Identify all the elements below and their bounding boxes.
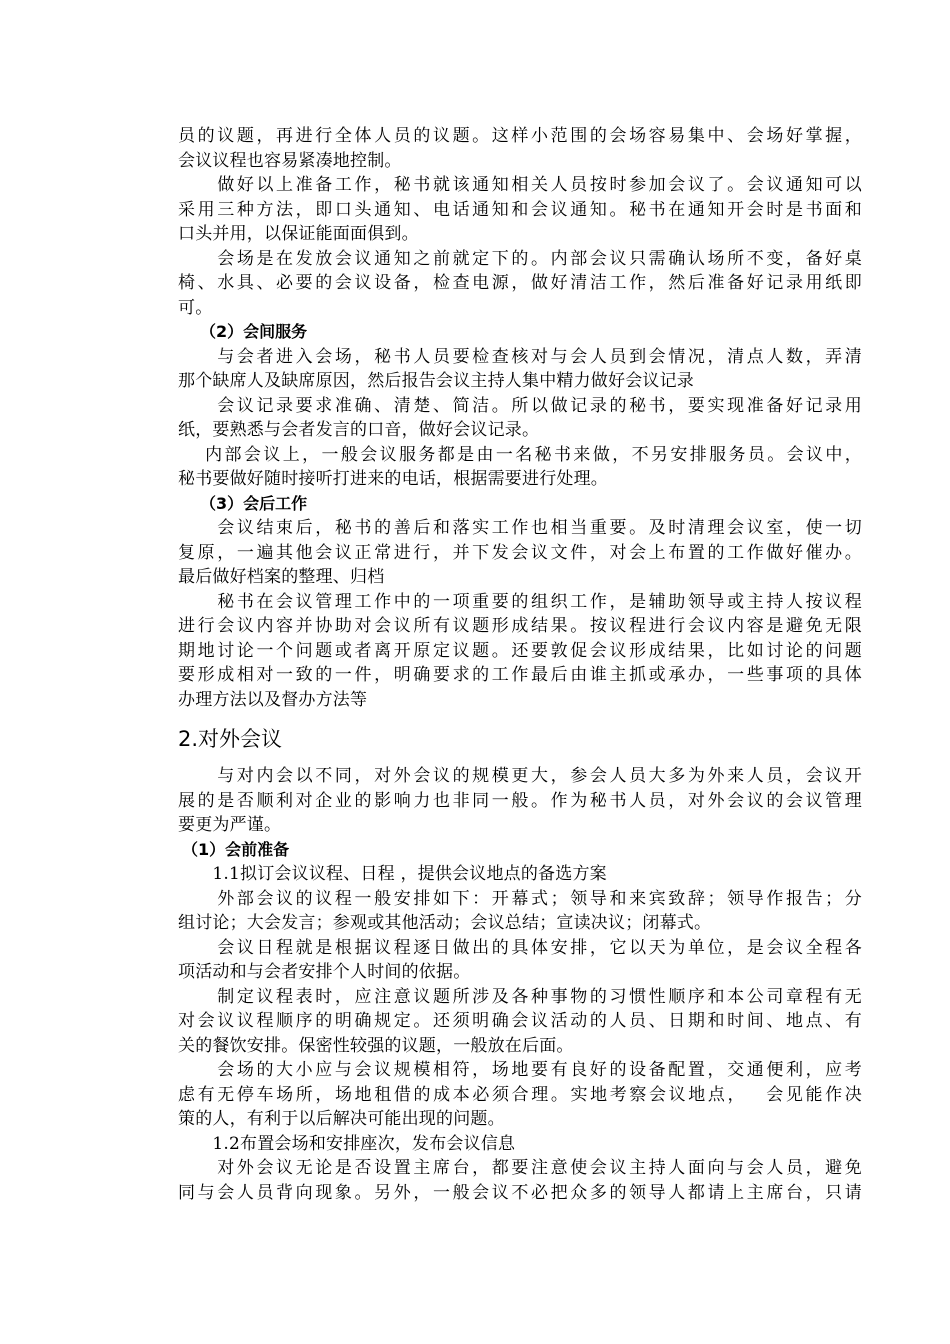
text-line: 那个缺席人及缺席原因，然后报告会议主持人集中精力做好会议记录 bbox=[178, 371, 694, 391]
text-line: 项活动和与会者安排个人时间的依据。 bbox=[178, 962, 471, 982]
text-line: 要更为严谨。 bbox=[178, 815, 282, 835]
text-line: 口头并用，以保证能面面俱到。 bbox=[178, 224, 419, 244]
text-line: 纸，要熟悉与会者发言的口音，做好会议记录。 bbox=[178, 420, 540, 440]
text-line: 秘书要做好随时接听打进来的电话，根据需要进行处理。 bbox=[178, 469, 608, 489]
text-line: 可。 bbox=[178, 297, 213, 318]
text-line: 关的餐饮安排。保密性较强的议题，一般放在后面。 bbox=[178, 1035, 574, 1056]
section-heading: （3）会后工作 bbox=[200, 493, 308, 513]
text-line: 做好以上准备工作，秘书就该通知相关人员按时参加会议了。会议通知可以 bbox=[178, 175, 862, 195]
text-line: 内部会议上，一般会议服务都是由一名秘书来做，不另安排服务员。会议中， bbox=[178, 444, 862, 465]
text-line: 会议日程就是根据议程逐日做出的具体安排，它以天为单位，是会议全程各 bbox=[178, 937, 862, 958]
subsection-heading: 1.1拟订会议议程、日程 ，提供会议地点的备选方案 bbox=[178, 864, 607, 884]
text-line: 要形成相对一致的一件，明确要求的工作最后由谁主抓或承办，一些事项的具体 bbox=[178, 665, 862, 685]
text-line: 同与会人员背向现象。另外，一般会议不必把众多的领导人都请上主席台，只请 bbox=[178, 1182, 862, 1203]
text-line: 椅、水具、必要的会议设备，检查电源，做好清洁工作，然后准备好记录用纸即 bbox=[178, 273, 862, 293]
subsection-heading: 1.2布置会场和安排座次，发布会议信息 bbox=[178, 1133, 516, 1154]
section-heading: （1）会前准备 bbox=[182, 839, 290, 859]
text-line: 期地讨论一个问题或者离开原定议题。还要敦促会议形成结果，比如讨论的问题 bbox=[178, 640, 862, 661]
text-line: 制定议程表时，应注意议题所涉及各种事物的习惯性顺序和本公司章程有无 bbox=[178, 986, 862, 1007]
text-line: 最后做好档案的整理、归档 bbox=[178, 567, 385, 587]
text-line: 会议议程也容易紧凑地控制。 bbox=[178, 150, 402, 171]
text-line: 会场是在发放会议通知之前就定下的。内部会议只需确认场所不变，备好桌 bbox=[178, 248, 862, 269]
chapter-heading: 2.对外会议 bbox=[178, 727, 283, 751]
text-line: 进行会议内容并协助对会议所有议题形成结果。按议程进行会议内容是避免无限 bbox=[178, 616, 862, 636]
text-line: 会场的大小应与会议规模相符，场地要有良好的设备配置，交通便利，应考 bbox=[178, 1060, 862, 1080]
document-body bbox=[178, 124, 862, 1205]
text-line: 与对内会以不同，对外会议的规模更大，参会人员大多为外来人员，会议开 bbox=[178, 766, 862, 786]
text-line: 组讨论；大会发言；参观或其他活动；会议总结；宣读决议；闭幕式。 bbox=[178, 913, 712, 933]
text-line: 会议记录要求准确、清楚、简洁。所以做记录的秘书，要实现准备好记录用 bbox=[178, 395, 862, 416]
text-line: 展的是否顺利对企业的影响力也非同一般。作为秘书人员，对外会议的会议管理 bbox=[178, 790, 862, 811]
text-line: 员的议题，再进行全体人员的议题。这样小范围的会场容易集中、会场好掌握， bbox=[178, 126, 862, 146]
section-heading: （2）会间服务 bbox=[200, 322, 308, 341]
text-line: 外部会议的议程一般安排如下：开幕式；领导和来宾致辞；领导作报告；分 bbox=[178, 888, 862, 909]
text-line: 办理方法以及督办方法等 bbox=[178, 689, 368, 710]
text-line: 秘书在会议管理工作中的一项重要的组织工作，是辅助领导或主持人按议程 bbox=[178, 591, 862, 612]
text-line: 采用三种方法，即口头通知、电话通知和会议通知。秘书在通知开会时是书面和 bbox=[178, 199, 862, 220]
text-line: 与会者进入会场，秘书人员要检查核对与会人员到会情况，清点人数，弄清 bbox=[178, 346, 862, 367]
text-line: 对会议议程顺序的明确规定。还须明确会议活动的人员、日期和时间、地点、有 bbox=[178, 1011, 862, 1031]
text-line: 虑有无停车场所，场地租借的成本必须合理。实地考察会议地点， 会见能作决 bbox=[178, 1084, 862, 1105]
text-line: 对外会议无论是否设置主席台，都要注意使会议主持人面向与会人员，避免 bbox=[178, 1158, 862, 1178]
text-line: 复原，一遍其他会议正常进行，并下发会议文件，对会上布置的工作做好催办。 bbox=[178, 542, 862, 563]
text-line: 会议结束后，秘书的善后和落实工作也相当重要。及时清理会议室，使一切 bbox=[178, 518, 862, 538]
text-line: 策的人，有利于以后解决可能出现的问题。 bbox=[178, 1109, 505, 1129]
